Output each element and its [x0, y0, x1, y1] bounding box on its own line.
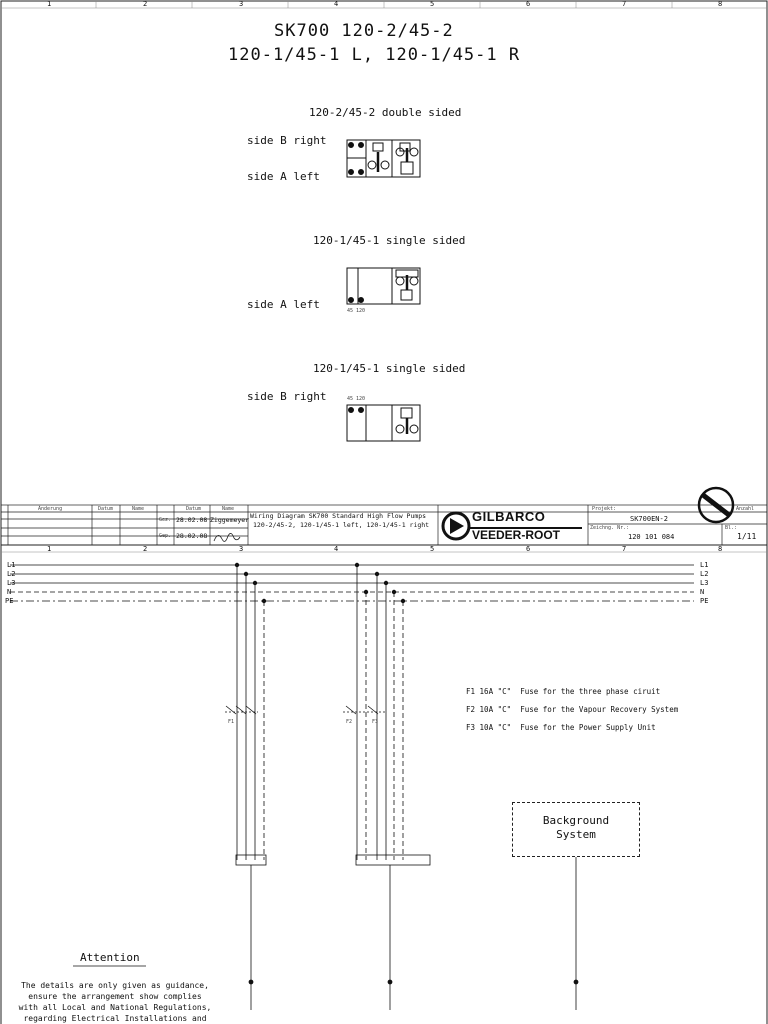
header-cell: Name [222, 506, 235, 512]
sheet-label: Anzahl [736, 506, 755, 512]
fuse-tag: F2 [346, 719, 353, 725]
ruler-number: 8 [718, 0, 723, 8]
ruler-number: 2 [143, 0, 148, 8]
fuse-code: F1 [466, 687, 476, 696]
ruler-number: 1 [47, 545, 52, 553]
fuse-rating: 10A "C" [479, 705, 512, 714]
ruler-number: 7 [622, 545, 627, 553]
background-system-line-2: System [556, 828, 596, 841]
feeder-group-2 [343, 563, 430, 1010]
row-code: Gez. [159, 517, 172, 523]
component-single-side-a [347, 268, 420, 304]
rail-label: L1 [7, 561, 16, 569]
component-double-sided [347, 140, 420, 177]
attention-note [0, 980, 230, 1024]
ruler-number: 4 [334, 545, 339, 553]
row-code: Gep. [159, 533, 172, 539]
ruler-number: 3 [239, 0, 244, 8]
rail-label: L2 [7, 570, 16, 578]
rail-label: N [7, 588, 12, 596]
fuse-description: Fuse for the Power Supply Unit [520, 723, 656, 732]
attention-title: Attention [80, 951, 140, 964]
row-date: 28.02.08 [176, 516, 208, 524]
fuse-code: F2 [466, 705, 476, 714]
ruler-number: 2 [143, 545, 148, 553]
drawing-description-line-1: Wiring Diagram SK700 Standard High Flow Pumps [250, 512, 427, 520]
logo-text-veeder-root: VEEDER-ROOT [472, 528, 561, 542]
header-cell: Name [132, 506, 145, 512]
fuse-rating: 16A "C" [479, 687, 512, 696]
header-cell: Datum [186, 506, 202, 512]
project-value: SK700EN-2 [630, 515, 668, 523]
rail-label: L3 [7, 579, 16, 587]
side-label: side A left [247, 298, 320, 311]
ruler-number: 1 [47, 0, 52, 8]
fuse-code: F3 [466, 723, 476, 732]
side-label: side A left [247, 170, 320, 183]
page-label: Bl.: [725, 525, 738, 531]
section-heading: 120-1/45-1 single sided [313, 362, 466, 375]
dimension-label: 45 120 [347, 308, 366, 314]
rail-label: L2 [700, 570, 709, 578]
ruler-number: 5 [430, 545, 435, 553]
fuse-legend-item [466, 723, 656, 732]
rail-label: PE [5, 597, 14, 605]
ruler-number: 3 [239, 545, 244, 553]
ruler-number: 4 [334, 0, 339, 8]
rail-label: N [700, 588, 705, 596]
component-single-side-b [347, 405, 420, 441]
dimension-label: 45 120 [347, 396, 366, 402]
background-system-box [512, 802, 640, 857]
fuse-tag: F1 [228, 719, 235, 725]
attention-line: regarding Electrical Installations and [23, 1014, 207, 1023]
rail-label: PE [700, 597, 709, 605]
attention-line: The details are only given as guidance, [21, 981, 209, 990]
fuse-description: Fuse for the three phase ciruit [520, 687, 661, 696]
header-cell: Änderung [38, 506, 63, 512]
ruler-number: 8 [718, 545, 723, 553]
fuse-rating: 10A "C" [479, 723, 512, 732]
fuse-description: Fuse for the Vapour Recovery System [520, 705, 679, 714]
header-cell: Datum [98, 506, 114, 512]
ruler-number: 5 [430, 0, 435, 8]
background-system-cable [574, 857, 578, 1010]
ruler-number: 7 [622, 0, 627, 8]
rail-label: L3 [700, 579, 709, 587]
row-name: Ziggemeyer [210, 516, 250, 524]
drawing-number-value: 120 101 084 [628, 533, 675, 541]
page-title-line-2: 120-1/45-1 L, 120-1/45-1 R [228, 45, 521, 65]
ruler-number: 6 [526, 545, 531, 553]
ruler-number: 6 [526, 0, 531, 8]
project-label: Projekt: [592, 506, 617, 512]
page-number: 1/11 [737, 532, 757, 541]
section-heading: 120-2/45-2 double sided [309, 106, 462, 119]
background-system-line-1: Background [542, 814, 610, 827]
fuse-tag: F3 [372, 719, 379, 725]
side-label: side B right [247, 134, 327, 147]
signature [214, 533, 240, 541]
power-rails [10, 565, 694, 601]
page-title-line-1: SK700 120-2/45-2 [274, 21, 454, 41]
fuse-legend-item [466, 687, 660, 696]
drawing-description-line-2: 120-2/45-2, 120-1/45-1 left, 120-1/45-1 right [253, 521, 430, 529]
side-label: side B right [247, 390, 327, 403]
attention-line: ensure the arrangement show complies [28, 992, 202, 1001]
attention-line: with all Local and National Regulations, [18, 1003, 212, 1012]
feeder-group-1 [225, 563, 266, 1010]
section-heading: 120-1/45-1 single sided [313, 234, 466, 247]
row-date: 28.02.08 [176, 532, 208, 540]
drawing-number-label: Zeichng. Nr.: [590, 525, 630, 531]
logo-text-gilbarco: GILBARCO [472, 509, 546, 524]
fuse-legend-item [466, 705, 678, 714]
rail-label: L1 [700, 561, 709, 569]
